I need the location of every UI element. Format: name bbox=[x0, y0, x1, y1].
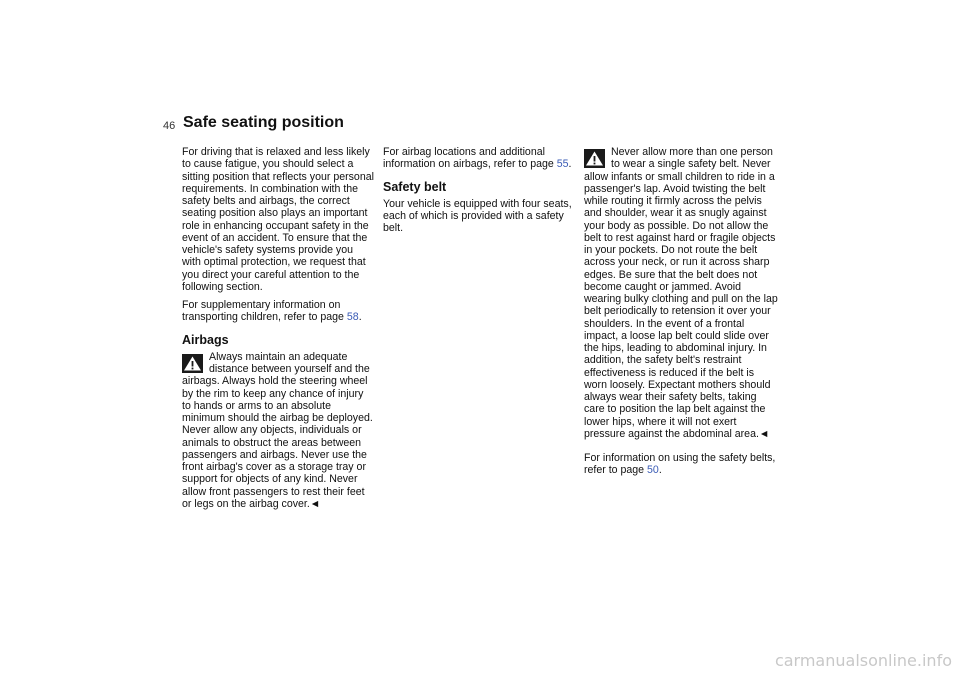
belt-warning-text: Never allow more than one person to wear a single safety belt. Never allow infants or small children to ride in a passenger's lap. Avoid twisting the belt while routing it firmly across the pelvis and shoulder, wear it as snugly against your body as possible. Do not allow the belt to rest against hard or fragile objects in your pockets. Do not route the belt across your neck, or run it across sharp edges. Be sure that the belt does not become caught or jammed. Avoid wearing bulky clothing and pull on the lap belt periodically to retension it over your shoulders. In the event of a frontal impact, a loose lap belt could slide over the hips, leading to abdominal injury. In addition, the safety belt's restraint effectiveness is reduced if the belt is worn loosely. Expectant mothers should always wear their safety belts, taking care to position the lap belt against the lower hips, where it will not exert pressure against the abdominal area. bbox=[584, 146, 778, 440]
airbags-warning-text: Always maintain an adequate distance between yourself and the airbags. Always hold the steering wheel by the rim to keep any chance of injury to hands or arms to an absolute minimum should the airbag be deployed. Never allow any objects, individuals or animals to obstruct the areas between passengers and airbags. Never use the front airbag's cover as a storage tray or support for objects of any kind. Never allow front passengers to rest their feet or legs on the airbag cover. bbox=[182, 350, 373, 510]
safety-belt-paragraph: Your vehicle is equipped with four seats, each of which is provided with a safety belt. bbox=[383, 197, 572, 235]
page-number: 46 bbox=[163, 120, 176, 132]
intro-paragraph: For driving that is relaxed and less likely to cause fatigue, you should select a sitting position that reflects your personal requirements. In combination with the safety belts and airbags, the correct seating position also plays an important role in enhancing occupant safety in the event of an accident. To ensure that the vehicle's safety systems provide you with optimal protection, we request that you direct your careful attention to the following section. bbox=[182, 146, 374, 293]
children-reference-end: . bbox=[358, 311, 362, 324]
belt-warning bbox=[584, 146, 778, 440]
children-reference bbox=[182, 299, 374, 324]
end-mark: ◄ bbox=[758, 427, 770, 440]
page-link-55[interactable]: 55 bbox=[556, 158, 569, 171]
belt-usage-reference-text: For information on using the safety belts, refer to page bbox=[584, 452, 776, 477]
page-link-58[interactable]: 58 bbox=[346, 311, 359, 324]
warning-icon bbox=[182, 354, 203, 373]
airbag-reference bbox=[383, 146, 575, 171]
column-1 bbox=[182, 146, 374, 516]
watermark: carmanualsonline.info bbox=[774, 651, 952, 670]
airbags-warning bbox=[182, 351, 374, 510]
page-link-50[interactable]: 50 bbox=[647, 464, 659, 477]
end-mark: ◄ bbox=[309, 497, 321, 510]
airbag-reference-end: . bbox=[568, 158, 572, 171]
safety-belt-heading: Safety belt bbox=[383, 179, 447, 194]
page-title: Safe seating position bbox=[183, 114, 344, 131]
children-reference-text: For supplementary information on transporting children, refer to page bbox=[182, 299, 347, 324]
column-3 bbox=[584, 146, 778, 483]
belt-usage-reference-end: . bbox=[658, 464, 662, 477]
warning-icon bbox=[584, 149, 605, 168]
column-2 bbox=[383, 146, 575, 241]
belt-usage-reference bbox=[584, 452, 778, 477]
airbags-heading: Airbags bbox=[182, 332, 229, 347]
airbag-reference-text: For airbag locations and additional information on airbags, refer to page bbox=[383, 146, 557, 171]
